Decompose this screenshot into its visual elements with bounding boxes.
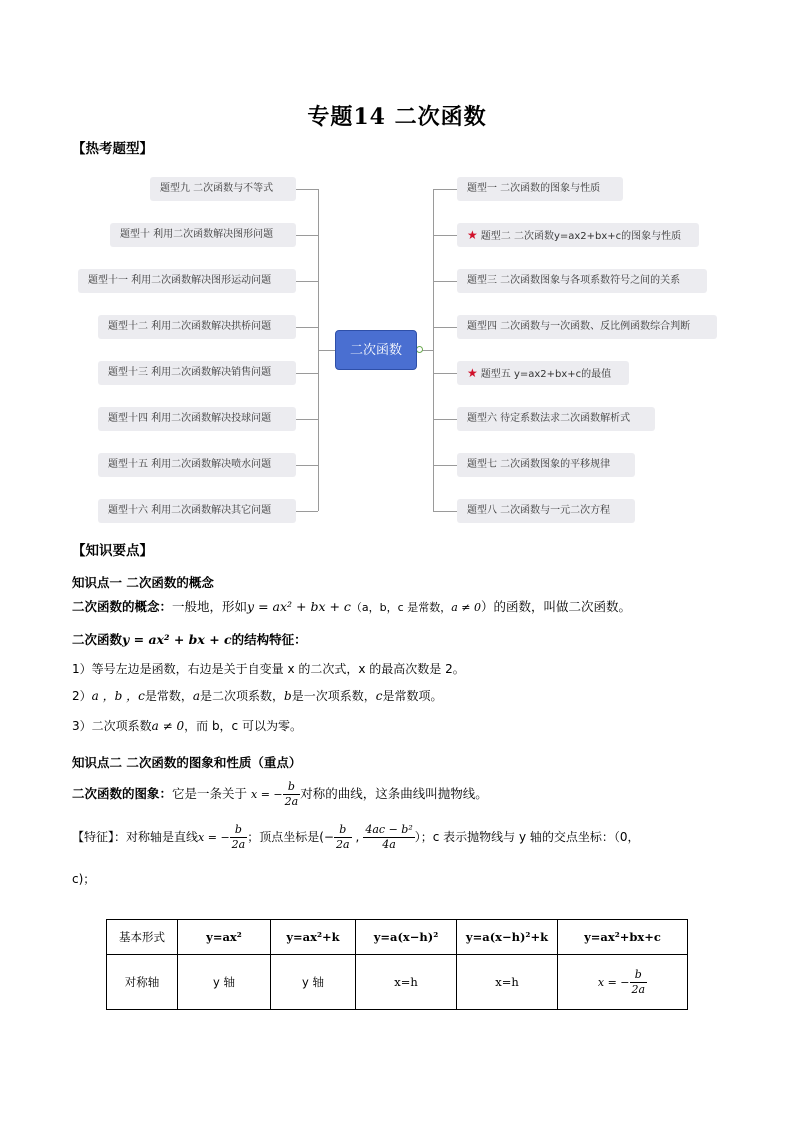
table-cell: y 轴 bbox=[178, 955, 271, 1010]
k1-def-formula: y = ax² + bx + c bbox=[247, 599, 351, 614]
table-cell: y 轴 bbox=[271, 955, 356, 1010]
mindmap-node-label: 题型九 二次函数与不等式 bbox=[160, 183, 274, 194]
mindmap-branch-line bbox=[433, 373, 457, 374]
right-trunk-line bbox=[433, 189, 434, 511]
k1-item2-a: a bbox=[192, 689, 200, 703]
mindmap-branch-line bbox=[296, 419, 318, 420]
k1-item3-post: ，而 b，c 可以为零。 bbox=[184, 719, 302, 733]
mindmap-center-node[interactable]: 二次函数 bbox=[335, 330, 417, 370]
mindmap-left-node[interactable] bbox=[98, 453, 296, 477]
mindmap-node-label: 题型二 二次函数y=ax2+bx+c的图象与性质 bbox=[480, 231, 682, 242]
mindmap-node-label: 题型五 y=ax2+bx+c的最值 bbox=[480, 369, 612, 380]
left-connector-line bbox=[318, 350, 335, 351]
k2-graph-label: 二次函数的图象： bbox=[72, 786, 173, 801]
section-hot-types: 【热考题型】 bbox=[72, 141, 153, 157]
mindmap-branch-line bbox=[296, 373, 318, 374]
mindmap-node-label: 题型十一 利用二次函数解决图形运动问题 bbox=[88, 275, 272, 286]
frac-numerator: b bbox=[630, 968, 648, 983]
frac-denominator: 2a bbox=[231, 838, 246, 851]
mindmap-branch-line bbox=[296, 235, 318, 236]
mindmap-node-label: 题型四 二次函数与一次函数、反比例函数综合判断 bbox=[467, 321, 691, 332]
table-header-cell: y=a(x−h)²+k bbox=[457, 920, 558, 955]
mindmap-node-label: 题型六 待定系数法求二次函数解析式 bbox=[467, 413, 631, 424]
k1-item1: 1）等号左边是函数，右边是关于自变量 x 的二次式，x 的最高次数是 2。 bbox=[72, 662, 465, 676]
k1-item3-cond: a ≠ 0 bbox=[151, 719, 185, 733]
mindmap-right-node[interactable] bbox=[457, 407, 655, 431]
k2-graph-text2: 对称的曲线，这条曲线叫抛物线。 bbox=[300, 786, 488, 801]
k1-item3 bbox=[72, 717, 302, 734]
k1-item2 bbox=[72, 687, 442, 704]
k1-definition bbox=[72, 597, 631, 615]
mindmap-branch-line bbox=[433, 327, 457, 328]
k2-feat-fraction3 bbox=[363, 823, 414, 852]
star-icon: ★ bbox=[467, 366, 478, 380]
frac-denominator: 2a bbox=[631, 982, 646, 996]
mindmap-node-label: 题型三 二次函数图象与各项系数符号之间的关系 bbox=[467, 275, 681, 286]
table-header-cell: y=ax²+bx+c bbox=[558, 920, 688, 955]
k1-item2-c: c bbox=[375, 689, 383, 703]
mindmap-node-label: 题型八 二次函数与一元二次方程 bbox=[467, 505, 611, 516]
mindmap-node-label: 题型十三 利用二次函数解决销售问题 bbox=[108, 367, 272, 378]
section-knowledge: 【知识要点】 bbox=[72, 543, 153, 559]
frac-numerator: b bbox=[230, 823, 248, 838]
table-header-cell: y=ax²+k bbox=[271, 920, 356, 955]
mindmap-left-node[interactable] bbox=[150, 177, 296, 201]
mindmap-right-node[interactable] bbox=[457, 361, 629, 385]
mindmap-right-node[interactable] bbox=[457, 177, 623, 201]
k1-item2-mid3: 是一次项系数， bbox=[291, 689, 376, 703]
mindmap-node-label: 题型十四 利用二次函数解决投球问题 bbox=[108, 413, 272, 424]
table-last-x: x = − bbox=[597, 975, 630, 989]
mindmap-branch-line bbox=[433, 189, 457, 190]
table-header-cell: y=ax² bbox=[178, 920, 271, 955]
mindmap-node-label: 题型七 二次函数图象的平移规律 bbox=[467, 459, 611, 470]
mindmap-right-node[interactable] bbox=[457, 453, 635, 477]
k2-graph bbox=[72, 780, 488, 809]
k1-item2-end: 是常数项。 bbox=[382, 689, 443, 703]
k1-def-cond: a ≠ 0 bbox=[451, 601, 481, 614]
table-row bbox=[107, 955, 688, 1010]
k2-feat-x: x = − bbox=[198, 831, 230, 844]
mindmap-branch-line bbox=[296, 465, 318, 466]
k1-item2-mid2: 是二次项系数， bbox=[200, 689, 285, 703]
k1-item2-pre: 2） bbox=[72, 689, 92, 703]
table-cell: x=h bbox=[356, 955, 457, 1010]
k1-def-text2: （a，b，c 是常数， bbox=[350, 601, 452, 614]
k1-def-text1: 一般地，形如 bbox=[172, 599, 248, 614]
mindmap-node-label: 题型十五 利用二次函数解决喷水问题 bbox=[108, 459, 272, 470]
mindmap-right-node[interactable] bbox=[457, 315, 717, 339]
k2-feature: 【特征】：对称轴是直线x = − $\frac{b}{2a}$ ；顶点坐标是(− $\frac{b}{2a}$ , $\frac{\text{4ac − b²}}{4a}$ ）；c 表示抛物线与 y 轴的交点坐标：（0， bbox=[72, 823, 640, 851]
k1-def-label: 二次函数的概念： bbox=[72, 599, 173, 614]
mindmap-branch-line bbox=[296, 281, 318, 282]
mindmap-node-label: 题型一 二次函数的图象与性质 bbox=[467, 183, 601, 194]
table-row-label: 对称轴 bbox=[107, 955, 178, 1010]
mindmap-left-node[interactable] bbox=[98, 499, 296, 523]
table-cell: x=h bbox=[457, 955, 558, 1010]
mindmap-right-node[interactable] bbox=[457, 223, 699, 247]
frac-numerator: b bbox=[334, 823, 352, 838]
k1-structure bbox=[72, 630, 307, 648]
k1-item3-pre: 3）二次项系数 bbox=[72, 719, 152, 733]
frac-denominator: 2a bbox=[335, 838, 350, 851]
frac-denominator: 2a bbox=[284, 795, 299, 808]
mindmap-branch-line bbox=[433, 419, 457, 420]
k1-item2-mid1: 是常数， bbox=[144, 689, 193, 703]
mindmap-left-node[interactable] bbox=[110, 223, 296, 247]
k2-feat-text2: ；顶点坐标是(− bbox=[247, 830, 334, 844]
frac-numerator: 4ac − b² bbox=[365, 823, 413, 836]
mindmap-right-node[interactable] bbox=[457, 269, 707, 293]
mindmap-node-label: 题型十六 利用二次函数解决其它问题 bbox=[108, 505, 272, 516]
mindmap-right-node[interactable] bbox=[457, 499, 635, 523]
table-cell bbox=[558, 955, 688, 1010]
table-header-row bbox=[107, 920, 688, 955]
star-icon: ★ bbox=[467, 228, 478, 242]
table-header-cell: y=a(x−h)² bbox=[356, 920, 457, 955]
mindmap-node-label: 题型十二 利用二次函数解决拱桥问题 bbox=[108, 321, 272, 332]
k1-item2-b: b bbox=[284, 689, 292, 703]
k2-feat-fraction2 bbox=[334, 823, 352, 852]
k1-item2-vars: a ，b ，c bbox=[91, 689, 145, 703]
mindmap-branch-line bbox=[296, 511, 318, 512]
k2-feat-text1: 对称轴是直线 bbox=[126, 830, 199, 844]
k2-heading: 知识点二 二次函数的图象和性质（重点） bbox=[72, 755, 302, 770]
k1-struct-formula: y = ax² + bx + c bbox=[122, 632, 232, 647]
collapse-handle[interactable] bbox=[416, 346, 423, 353]
k2-graph-x: x = − bbox=[251, 788, 283, 801]
symmetry-axis-table bbox=[106, 919, 688, 1010]
mindmap-branch-line bbox=[433, 511, 457, 512]
mindmap-left-node[interactable] bbox=[98, 361, 296, 385]
mindmap-branch-line bbox=[296, 327, 318, 328]
k1-def-text3: ）的函数，叫做二次函数。 bbox=[480, 599, 631, 614]
k2-graph-text1: 它是一条关于 bbox=[172, 786, 251, 801]
mindmap bbox=[0, 0, 794, 540]
k2-feat-text3: ）；c 表示抛物线与 y 轴的交点坐标：（0， bbox=[414, 830, 640, 844]
table-last-fraction bbox=[630, 968, 648, 997]
mindmap-branch-line bbox=[433, 281, 457, 282]
k2-feature-line2: c)； bbox=[72, 872, 96, 886]
k2-graph-fraction bbox=[283, 780, 301, 809]
page-title: 专题14 二次函数 bbox=[307, 104, 487, 130]
table-header-cell: 基本形式 bbox=[107, 920, 178, 955]
mindmap-branch-line bbox=[433, 235, 457, 236]
k2-feat-label: 【特征】： bbox=[72, 830, 127, 844]
mindmap-branch-line bbox=[433, 465, 457, 466]
k2-feat-fraction1 bbox=[230, 823, 248, 852]
frac-denominator: 4a bbox=[382, 838, 396, 851]
frac-numerator: b bbox=[283, 780, 301, 795]
k1-heading: 知识点一 二次函数的概念 bbox=[72, 575, 214, 590]
mindmap-node-label: 题型十 利用二次函数解决图形问题 bbox=[120, 229, 274, 240]
mindmap-left-node[interactable] bbox=[98, 315, 296, 339]
mindmap-left-node[interactable] bbox=[78, 269, 296, 293]
k1-struct-post: 的结构特征： bbox=[231, 632, 307, 647]
mindmap-branch-line bbox=[296, 189, 318, 190]
k1-struct-pre: 二次函数 bbox=[72, 632, 123, 647]
mindmap-left-node[interactable] bbox=[98, 407, 296, 431]
